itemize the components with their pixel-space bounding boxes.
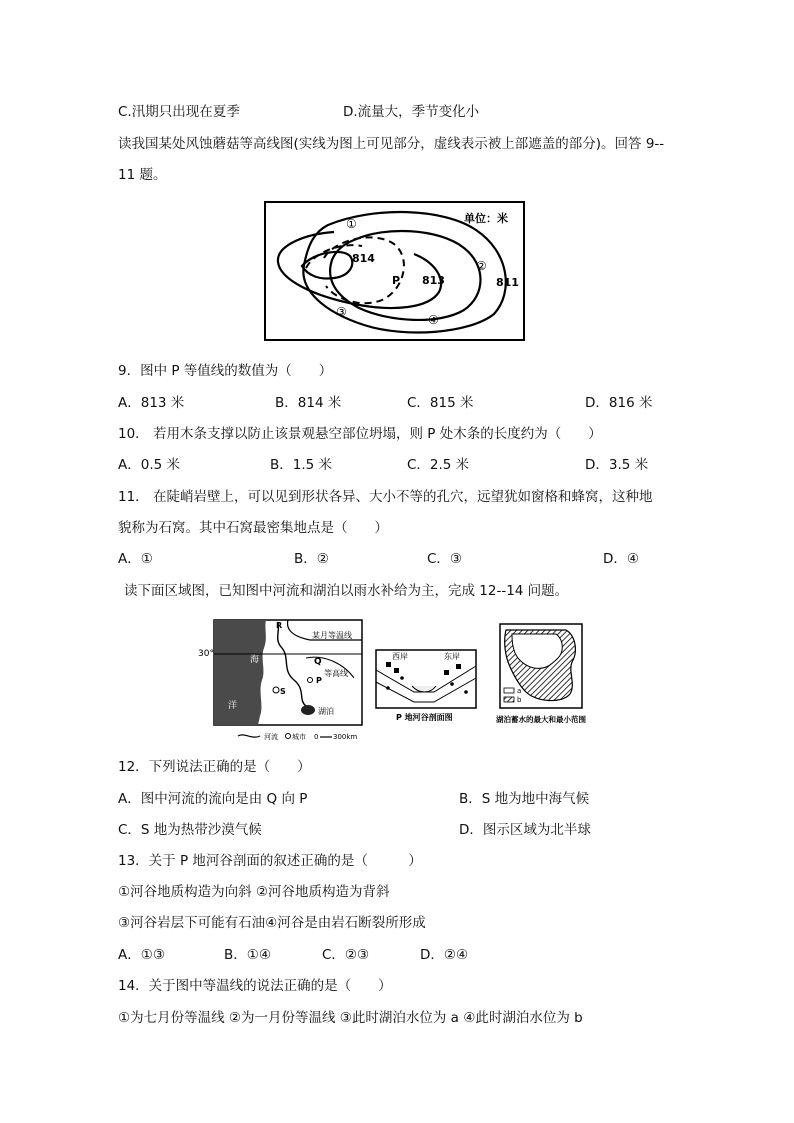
city-s <box>273 687 279 693</box>
q12-option-d[interactable]: D．图示区域为北半球 <box>459 822 591 838</box>
intro-9-11-line2: 11 题。 <box>118 167 167 183</box>
section-caption: P 地河谷剖面图 <box>396 713 453 722</box>
q11-option-a[interactable]: A．① <box>118 551 153 567</box>
label-r: R <box>276 621 283 630</box>
label-p: P <box>392 274 401 287</box>
q10-option-a[interactable]: A．0.5 米 <box>118 457 180 473</box>
isotherm-label: 某月等温线 <box>312 631 352 640</box>
contour-figure <box>264 200 526 346</box>
q13-option-d[interactable]: D．②④ <box>420 947 469 963</box>
q12-stem: 12．下列说法正确的是（ ） <box>118 759 311 775</box>
sea-label-1: 海 <box>250 655 260 665</box>
section-dot-3 <box>450 682 454 686</box>
q10-option-d[interactable]: D．3.5 米 <box>585 457 649 473</box>
q10-stem: 10． 若用木条支撑以防止该景观悬空部位坍塌，则 P 处木条的长度约为（ ） <box>118 426 602 442</box>
q13-stem: 13．关于 P 地河谷剖面的叙述正确的是（ ） <box>118 853 422 869</box>
legend-city-label: 城市 <box>292 733 306 741</box>
lake-label: 湖泊 <box>318 707 334 716</box>
q13-option-b[interactable]: B．①④ <box>224 947 271 963</box>
region-map-figure <box>194 618 366 750</box>
q9-option-b[interactable]: B．814 米 <box>275 395 342 411</box>
label-circle-2: ② <box>476 259 487 273</box>
q9-option-d[interactable]: D．816 米 <box>585 395 653 411</box>
prev-option-c: C.汛期只出现在夏季 <box>118 104 240 120</box>
legend-river-line <box>238 735 260 737</box>
section-west-label: 西岸 <box>392 652 408 661</box>
q11-option-b[interactable]: B．② <box>294 551 329 567</box>
legend-b-box <box>504 697 514 702</box>
legend-a-box <box>504 688 514 693</box>
prev-option-d: D.流量大，季节变化小 <box>343 104 480 120</box>
section-block-2 <box>394 668 399 673</box>
unit-label: 单位：米 <box>464 212 508 225</box>
section-east-label: 东岸 <box>444 652 460 661</box>
label-814: 814 <box>352 252 375 265</box>
q11-option-d[interactable]: D．④ <box>603 551 639 567</box>
q9-option-a[interactable]: A．813 米 <box>118 395 185 411</box>
q11-option-c[interactable]: C．③ <box>427 551 463 567</box>
lake-caption: 湖泊蓄水的最大和最小范围 <box>496 715 586 724</box>
q13-option-c[interactable]: C．②③ <box>322 947 370 963</box>
section-dot-4 <box>464 690 468 694</box>
legend-scale-zero: 0 <box>314 733 319 741</box>
q14-statements: ①为七月份等温线 ②为一月份等温线 ③此时湖泊水位为 a ④此时湖泊水位为 b <box>118 1010 583 1026</box>
legend-city-icon <box>286 734 291 739</box>
valley-section-figure <box>374 648 486 730</box>
q12-option-b[interactable]: B．S 地为地中海气候 <box>459 791 590 807</box>
q11-stem-line2: 貌称为石窝。其中石窝最密集地点是（ ） <box>118 520 388 536</box>
q13-option-a[interactable]: A．①③ <box>118 947 165 963</box>
label-s: S <box>280 687 286 696</box>
q10-option-b[interactable]: B．1.5 米 <box>270 457 333 473</box>
section-block-4 <box>456 664 461 669</box>
intro-9-11-line1: 读我国某处风蚀蘑菇等高线图(实线为图上可见部分，虚线表示被上部遮盖的部分)。回答 9-- <box>118 136 665 152</box>
q11-stem-line1: 11． 在陡峭岩壁上，可以见到形状各异、大小不等的孔穴，远望犹如窗格和蜂窝，这种地 <box>118 489 653 505</box>
q9-stem: 9．图中 P 等值线的数值为（ ） <box>118 363 333 379</box>
lake-range-figure <box>496 622 596 732</box>
intro-12-14: 读下面区域图，已知图中河流和湖泊以雨水补给为主，完成 12--14 问题。 <box>124 583 569 599</box>
legend-river-label: 河流 <box>264 733 278 741</box>
label-circle-1: ① <box>346 217 357 231</box>
label-p: P <box>316 676 322 685</box>
legend-scale-label: 300km <box>333 733 358 741</box>
q12-option-c[interactable]: C．S 地为热带沙漠气候 <box>118 822 262 838</box>
label-811: 811 <box>496 276 519 289</box>
q12-option-a[interactable]: A．图中河流的流向是由 Q 向 P <box>118 791 308 807</box>
legend-a-label: a <box>517 687 522 695</box>
legend-b-label: b <box>517 696 522 704</box>
section-block-3 <box>444 670 449 675</box>
label-circle-4: ④ <box>428 313 439 327</box>
section-block-1 <box>386 662 391 667</box>
label-813: 813 <box>422 274 445 287</box>
section-dot-1 <box>400 676 404 680</box>
q9-option-c[interactable]: C．815 米 <box>407 395 474 411</box>
ocean-area <box>214 620 266 725</box>
latitude-label: 30° <box>198 649 214 659</box>
q13-statements-2: ③河谷岩层下可能有石油④河谷是由岩石断裂所形成 <box>118 915 426 931</box>
q10-option-c[interactable]: C．2.5 米 <box>407 457 470 473</box>
q13-statements-1: ①河谷地质构造为向斜 ②河谷地质构造为背斜 <box>118 884 390 900</box>
sea-label-2: 洋 <box>228 701 238 711</box>
section-dot-2 <box>386 686 390 690</box>
point-p <box>308 678 313 683</box>
contour-label: 等高线 <box>324 669 348 678</box>
label-q: Q <box>314 657 322 667</box>
q14-stem: 14．关于图中等温线的说法正确的是（ ） <box>118 978 392 994</box>
lake <box>301 705 315 715</box>
label-circle-3: ③ <box>336 305 347 319</box>
